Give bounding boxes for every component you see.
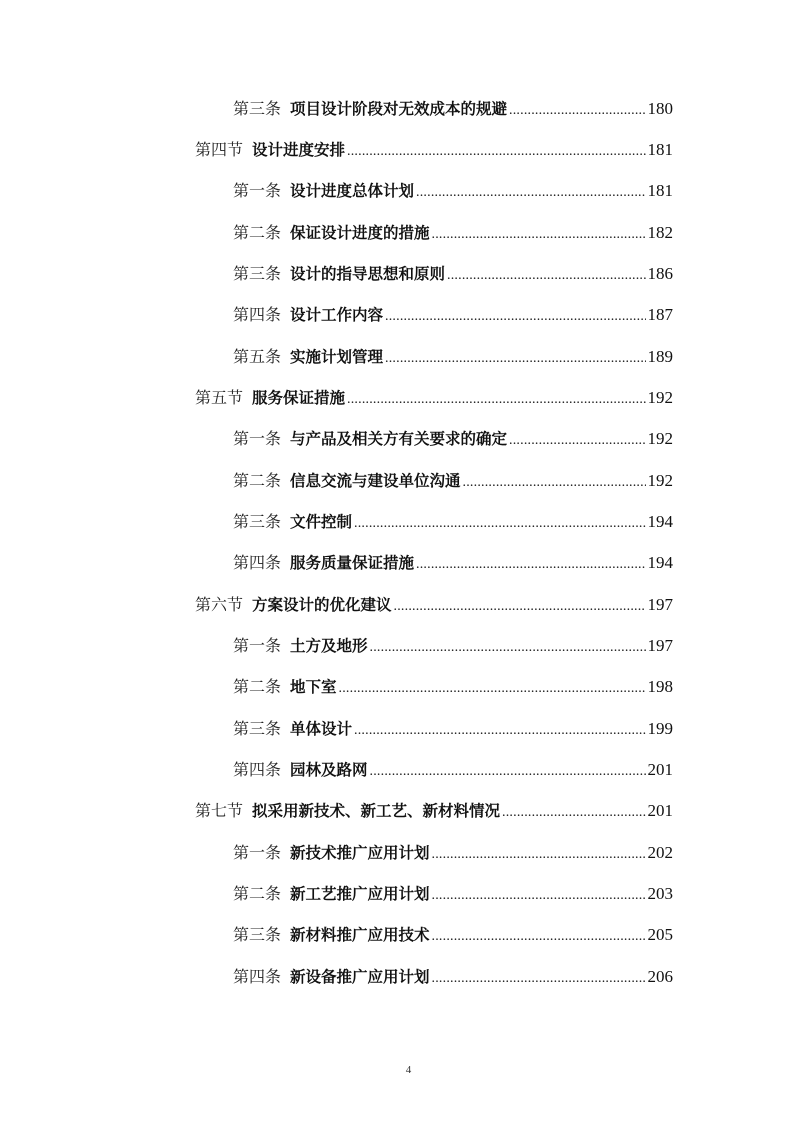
toc-entry-page: 197 [647, 636, 673, 655]
dot-leader [394, 595, 646, 619]
toc-entry-page: 198 [647, 677, 673, 696]
toc-entry[interactable] [233, 427, 673, 451]
toc-entry-title: 设计进度总体计划 [290, 182, 415, 200]
toc-entry-title: 园林及路网 [290, 761, 368, 779]
dot-leader [385, 347, 645, 371]
dot-leader [370, 760, 646, 784]
dot-leader [502, 801, 645, 825]
toc-entry-title: 地下室 [290, 678, 337, 696]
toc-entry[interactable] [233, 221, 673, 245]
toc-entry-number: 第二条 [233, 471, 282, 490]
toc-entry-number: 第四条 [233, 553, 282, 572]
toc-entry-number: 第一条 [233, 843, 282, 862]
toc-entry-page: 194 [647, 512, 673, 531]
toc-entry-number: 第五节 [195, 388, 244, 407]
toc-entry-number: 第四条 [233, 305, 282, 324]
toc-entry-page: 182 [647, 223, 673, 242]
toc-entry-title: 拟采用新技术、新工艺、新材料情况 [252, 802, 501, 820]
dot-leader [509, 99, 645, 123]
toc-entry-number: 第一条 [233, 429, 282, 448]
toc-entry-title: 服务保证措施 [252, 389, 346, 407]
toc-entry[interactable] [233, 965, 673, 989]
toc-entry-title: 新材料推广应用技术 [290, 926, 430, 944]
dot-leader [432, 925, 646, 949]
toc-entry[interactable] [233, 758, 673, 782]
dot-leader [354, 719, 645, 743]
toc-entry-title: 设计的指导思想和原则 [290, 265, 446, 283]
toc-entry-number: 第一条 [233, 636, 282, 655]
toc-entry-page: 192 [647, 388, 673, 407]
dot-leader [385, 305, 645, 329]
toc-entry-page: 201 [647, 760, 673, 779]
dot-leader [432, 843, 646, 867]
toc-entry-number: 第六节 [195, 595, 244, 614]
toc-entry-page: 202 [647, 843, 673, 862]
toc-entry[interactable] [233, 634, 673, 658]
toc-entry-number: 第二条 [233, 223, 282, 242]
toc-entry-page: 187 [647, 305, 673, 324]
toc-entry[interactable] [233, 262, 673, 286]
dot-leader [416, 181, 645, 205]
toc-entry-title: 设计工作内容 [290, 306, 384, 324]
toc-entry-number: 第四条 [233, 967, 282, 986]
toc-entry[interactable] [233, 179, 673, 203]
toc-entry-title: 实施计划管理 [290, 348, 384, 366]
toc-entry-page: 203 [647, 884, 673, 903]
toc-entry[interactable] [233, 717, 673, 741]
toc-entry[interactable] [233, 97, 673, 121]
toc-entry-number: 第三条 [233, 512, 282, 531]
toc-entry[interactable] [195, 138, 673, 162]
toc-entry[interactable] [233, 303, 673, 327]
toc-entry-title: 信息交流与建设单位沟通 [290, 472, 461, 490]
toc-entry-number: 第二条 [233, 884, 282, 903]
dot-leader [432, 223, 646, 247]
dot-leader [416, 553, 645, 577]
page-number: 4 [405, 1064, 412, 1076]
toc-entry-number: 第三条 [233, 719, 282, 738]
dot-leader [354, 512, 645, 536]
toc-entry[interactable] [233, 510, 673, 534]
toc-entry-title: 保证设计进度的措施 [290, 224, 430, 242]
dot-leader [339, 677, 646, 701]
toc-entry-title: 项目设计阶段对无效成本的规避 [290, 100, 508, 118]
toc-entry[interactable] [233, 469, 673, 493]
toc-entry-number: 第三条 [233, 925, 282, 944]
toc-entry-number: 第四节 [195, 140, 244, 159]
dot-leader [447, 264, 645, 288]
toc-entry-title: 单体设计 [290, 720, 353, 738]
toc-entry-number: 第四条 [233, 760, 282, 779]
toc-entry-number: 第一条 [233, 181, 282, 200]
toc-entry-title: 方案设计的优化建议 [252, 596, 392, 614]
toc-entry[interactable] [195, 799, 673, 823]
toc-entry[interactable] [233, 923, 673, 947]
dot-leader [370, 636, 646, 660]
toc-entry[interactable] [233, 345, 673, 369]
toc-entry-page: 205 [647, 925, 673, 944]
toc-entry-title: 文件控制 [290, 513, 353, 531]
toc-entry-page: 186 [647, 264, 673, 283]
toc-entry-number: 第三条 [233, 264, 282, 283]
toc-entry-title: 土方及地形 [290, 637, 368, 655]
toc-entry-title: 与产品及相关方有关要求的确定 [290, 430, 508, 448]
dot-leader [432, 967, 646, 991]
toc-entry-page: 180 [647, 99, 673, 118]
toc-entry-title: 服务质量保证措施 [290, 554, 415, 572]
toc-entry[interactable] [195, 593, 673, 617]
toc-entry-page: 192 [647, 471, 673, 490]
toc-entry[interactable] [195, 386, 673, 410]
toc-entry-title: 新设备推广应用计划 [290, 968, 430, 986]
toc-entry[interactable] [233, 551, 673, 575]
toc-entry-page: 189 [647, 347, 673, 366]
toc-entry-page: 206 [647, 967, 673, 986]
toc-entry-number: 第七节 [195, 801, 244, 820]
toc-entry-number: 第二条 [233, 677, 282, 696]
toc-entry[interactable] [233, 882, 673, 906]
toc-entry-page: 194 [647, 553, 673, 572]
dot-leader [463, 471, 646, 495]
toc-entry-title: 新工艺推广应用计划 [290, 885, 430, 903]
toc-entry-page: 199 [647, 719, 673, 738]
toc-entry-number: 第五条 [233, 347, 282, 366]
toc-entry-page: 192 [647, 429, 673, 448]
toc-entry-title: 设计进度安排 [252, 141, 346, 159]
toc-entry-page: 181 [647, 140, 673, 159]
dot-leader [347, 140, 645, 164]
toc-entry-page: 181 [647, 181, 673, 200]
toc-entry-page: 197 [647, 595, 673, 614]
toc-entry-number: 第三条 [233, 99, 282, 118]
dot-leader [347, 388, 645, 412]
dot-leader [432, 884, 646, 908]
toc-entry-title: 新技术推广应用计划 [290, 844, 430, 862]
toc-entry-page: 201 [647, 801, 673, 820]
toc-entry[interactable] [233, 841, 673, 865]
toc-entry[interactable] [233, 675, 673, 699]
dot-leader [509, 429, 645, 453]
